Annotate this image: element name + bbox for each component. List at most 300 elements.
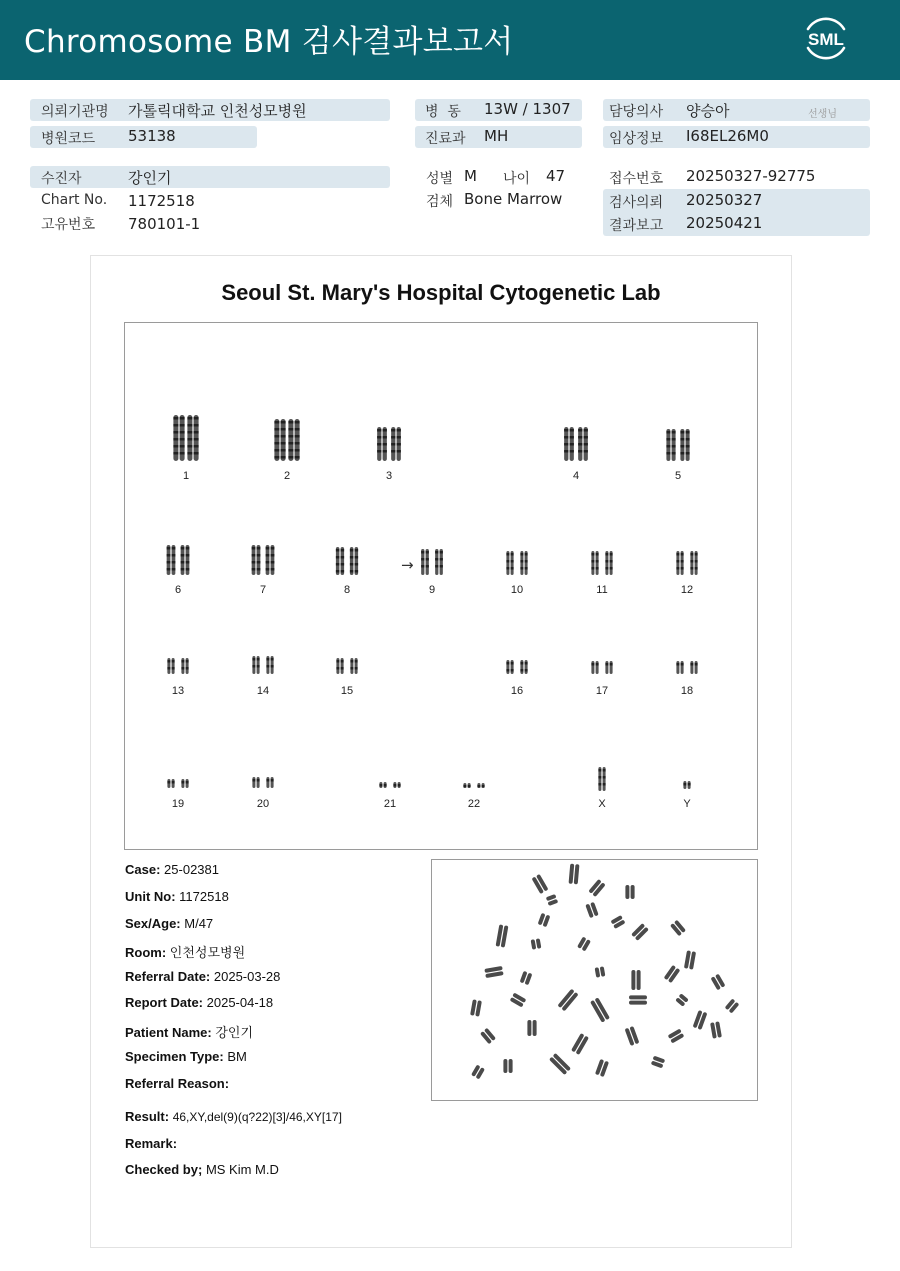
chromosome-band	[167, 568, 171, 571]
clinical-info-label: 임상정보	[609, 131, 664, 147]
chromosome-band	[167, 660, 170, 663]
metaphase-chromosome	[538, 913, 551, 927]
chromosome-band	[391, 436, 395, 439]
chromosome-band	[355, 549, 359, 552]
chromosome-band	[257, 665, 260, 668]
chromosome-band	[603, 776, 606, 779]
chromosome-band	[676, 560, 679, 563]
chromosome-band	[391, 443, 395, 446]
chromosome-band	[690, 553, 693, 556]
metaphase-chromosome	[531, 938, 542, 949]
patient-name-field-value: 강인기	[215, 1025, 254, 1040]
chromosome-band	[274, 456, 279, 459]
chromosome-band	[695, 560, 698, 563]
chromosome-band	[266, 561, 270, 564]
chromosome-label-21: 21	[383, 798, 397, 810]
chromatid	[681, 661, 684, 674]
chromatid	[288, 419, 293, 461]
chromosome-band	[172, 667, 175, 670]
chromosome-band	[281, 456, 286, 459]
chromosome-band	[690, 663, 693, 666]
referral-date-value: 2025-03-28	[213, 969, 281, 984]
chromosome-band	[564, 436, 568, 439]
chromosome-band	[398, 784, 401, 787]
chromosome-band	[610, 553, 613, 556]
metaphase-chromosome	[569, 864, 580, 885]
metaphase-chromosome	[471, 1065, 485, 1080]
chromosome-band	[605, 553, 608, 556]
chromosome-band	[350, 556, 354, 559]
chromosome-band	[520, 560, 523, 563]
chromosome-band	[181, 667, 184, 670]
chromosome-label-1: 1	[182, 470, 190, 482]
chromosome-band	[274, 435, 279, 438]
chromosome-band	[336, 556, 340, 559]
chromatid	[690, 661, 693, 674]
chromosome-label-X: X	[598, 798, 606, 810]
unique-no-value: 780101-1	[128, 215, 201, 233]
chromosome-band	[525, 553, 528, 556]
chromosome-band	[252, 554, 256, 557]
request-date-label: 검사의뢰	[609, 195, 664, 211]
chromosome-label-6: 6	[174, 584, 182, 596]
chromosome-band	[281, 435, 286, 438]
chromosome-band	[288, 435, 293, 438]
chromosome-band	[377, 443, 381, 446]
chromosome-band	[391, 450, 395, 453]
chromosome-band	[336, 563, 340, 566]
chromosome-band	[681, 553, 684, 556]
report-title: Seoul St. Mary's Hospital Cytogenetic Lab	[221, 280, 661, 305]
chromosome-band	[295, 421, 300, 424]
chromatid	[281, 419, 286, 461]
chromosome-band	[525, 669, 528, 672]
chromosome-band	[180, 438, 185, 441]
chromosome-band	[295, 456, 300, 459]
chromosome-pair-22	[463, 783, 484, 788]
chromosome-label-5: 5	[674, 470, 682, 482]
chromosome-band	[252, 547, 256, 550]
chromosome-band	[173, 445, 178, 448]
chromosome-band	[440, 551, 443, 554]
chromosome-band	[355, 570, 359, 573]
chromosome-band	[186, 568, 190, 571]
referral-reason-field: Referral Reason:	[125, 1076, 230, 1091]
chromosome-band	[186, 547, 190, 550]
case-field: Case: 25-02381	[125, 862, 219, 877]
chromosome-band	[341, 660, 344, 663]
chromosome-band	[564, 429, 568, 432]
chromosome-band	[187, 417, 192, 420]
patient-name-label: 수진자	[41, 171, 82, 187]
chromosome-band	[440, 558, 443, 561]
chromosome-band	[173, 431, 178, 434]
chromosome-band	[172, 781, 175, 784]
chromosome-label-2: 2	[283, 470, 291, 482]
chromosome-band	[266, 658, 269, 661]
chromosome-pair-20	[252, 777, 273, 788]
chromosome-band	[271, 561, 275, 564]
metaphase-chromosome	[546, 894, 559, 906]
chromosome-band	[520, 553, 523, 556]
chromosome-band	[564, 443, 568, 446]
chromosome-band	[266, 547, 270, 550]
chromosome-band	[391, 429, 395, 432]
chromosome-band	[506, 669, 509, 672]
chromosome-band	[426, 551, 429, 554]
sml-logo	[798, 12, 854, 64]
metaphase-chromosome	[693, 1010, 708, 1030]
chromosome-band	[172, 554, 176, 557]
case-value: 25-02381	[164, 862, 219, 877]
chromosome-band	[180, 431, 185, 434]
sex-value: M	[464, 167, 477, 185]
chromosome-band	[596, 567, 599, 570]
chromatid	[695, 661, 698, 674]
chromosome-band	[672, 445, 676, 448]
chromosome-band	[187, 445, 192, 448]
chromosome-band	[336, 660, 339, 663]
referral-date-field: Referral Date: 2025-03-28	[125, 969, 281, 984]
chromosome-band	[578, 436, 582, 439]
chromosome-band	[511, 553, 514, 556]
chromosome-pair-9	[421, 549, 443, 575]
metaphase-chromosome	[631, 923, 649, 941]
patient-name-value: 강인기	[128, 169, 172, 187]
karyogram-panel	[124, 322, 758, 850]
chromatid	[676, 661, 679, 674]
chromosome-band	[511, 669, 514, 672]
chromosome-pair-Y	[683, 781, 690, 789]
chromosome-band	[584, 429, 588, 432]
chromosome-pair-3	[377, 427, 401, 461]
chromosome-band	[274, 449, 279, 452]
chromosome-band	[506, 662, 509, 665]
chromosome-band	[187, 438, 192, 441]
chromosome-label-18: 18	[680, 685, 694, 697]
chromosome-band	[506, 567, 509, 570]
chromosome-band	[421, 558, 424, 561]
result-value: 46,XY,del(9)(q?22)[3]/46,XY[17]	[172, 1110, 342, 1124]
metaphase-chromosome	[725, 998, 740, 1013]
chromosome-label-Y: Y	[683, 798, 691, 810]
chromatid	[596, 661, 599, 674]
header-bar	[0, 0, 900, 80]
chromosome-band	[181, 568, 185, 571]
chart-no-value: 1172518	[128, 192, 195, 210]
chromosome-band	[186, 554, 190, 557]
chromosome-band	[377, 450, 381, 453]
chromosome-band	[672, 431, 676, 434]
chromosome-band	[252, 658, 255, 661]
metaphase-chromosome	[668, 1029, 685, 1044]
chromosome-band	[167, 547, 171, 550]
chromosome-band	[181, 781, 184, 784]
chromosome-band	[341, 667, 344, 670]
chromosome-band	[336, 570, 340, 573]
chromosome-band	[506, 560, 509, 563]
chromosome-band	[350, 549, 354, 552]
chromosome-band	[511, 560, 514, 563]
chromosome-band	[167, 667, 170, 670]
metaphase-chromosome	[480, 1028, 496, 1045]
doctor-label: 담당의사	[609, 104, 664, 120]
chromosome-band	[570, 450, 574, 453]
chromosome-band	[181, 554, 185, 557]
patient-name-field: Patient Name: 강인기	[125, 1025, 254, 1040]
metaphase-chromosome	[670, 920, 686, 937]
metaphase-chromosome	[520, 971, 533, 985]
metaphase-chromosome	[664, 965, 681, 983]
chromosome-band	[506, 553, 509, 556]
chromosome-band	[350, 570, 354, 573]
result-field: Result: 46,XY,del(9)(q?22)[3]/46,XY[17]	[125, 1109, 342, 1124]
chromosome-pair-21	[379, 782, 400, 788]
metaphase-image	[432, 860, 757, 1100]
report-date-label: 결과보고	[609, 218, 664, 234]
chromosome-band	[194, 438, 199, 441]
chromosome-band	[173, 424, 178, 427]
chromosome-band	[421, 565, 424, 568]
chromosome-band	[680, 452, 684, 455]
chromosome-band	[288, 421, 293, 424]
metaphase-chromosome	[484, 966, 503, 978]
chromosome-label-19: 19	[171, 798, 185, 810]
chromosome-band	[186, 561, 190, 564]
chromosome-band	[266, 779, 269, 782]
chromosome-band	[288, 428, 293, 431]
svg-text:SML: SML	[808, 30, 844, 49]
chromosome-band	[695, 553, 698, 556]
chromosome-label-8: 8	[343, 584, 351, 596]
unique-no-label: 고유번호	[41, 217, 96, 233]
chromosome-band	[186, 781, 189, 784]
chromosome-band	[355, 660, 358, 663]
chromosome-band	[295, 435, 300, 438]
chromosome-band	[257, 554, 261, 557]
chromosome-band	[393, 784, 396, 787]
report-date-value: 20250421	[686, 214, 763, 232]
chromosome-label-15: 15	[340, 685, 354, 697]
chromosome-band	[603, 783, 606, 786]
room-value: 인천성모병원	[169, 945, 246, 960]
metaphase-chromosome	[684, 950, 696, 969]
chromosome-band	[686, 452, 690, 455]
chromosome-band	[252, 779, 255, 782]
chromosome-band	[584, 436, 588, 439]
chromosome-band	[379, 784, 382, 787]
chromosome-band	[584, 450, 588, 453]
chromosome-band	[295, 442, 300, 445]
chromosome-band	[397, 443, 401, 446]
remark-field: Remark:	[125, 1136, 178, 1151]
referral-hospital-label: 의뢰기관명	[41, 104, 109, 120]
chromosome-pair-11	[591, 551, 612, 575]
chromosome-pair-7	[252, 545, 275, 575]
chromosome-band	[350, 660, 353, 663]
chromosome-band	[383, 429, 387, 432]
chromosome-band	[578, 429, 582, 432]
metaphase-chromosome	[527, 1020, 536, 1036]
metaphase-panel	[431, 859, 758, 1101]
chromosome-band	[525, 567, 528, 570]
chromosome-band	[355, 667, 358, 670]
chromosome-band	[194, 445, 199, 448]
specimen-type-value: BM	[227, 1049, 247, 1064]
metaphase-chromosome	[470, 999, 482, 1016]
chromosome-band	[181, 660, 184, 663]
metaphase-chromosome	[611, 915, 626, 929]
chromosome-band	[605, 567, 608, 570]
chromosome-band	[520, 669, 523, 672]
sex-age-value: M/47	[184, 916, 214, 931]
chromosome-band	[603, 769, 606, 772]
chromosome-band	[680, 431, 684, 434]
sex-label: 성별	[426, 171, 454, 187]
doctor-value: 양승아	[686, 102, 730, 120]
chart-no-label: Chart No.	[41, 192, 108, 208]
chromosome-band	[591, 553, 594, 556]
chromatid	[591, 661, 594, 674]
chromosome-band	[695, 567, 698, 570]
chromosome-label-14: 14	[256, 685, 270, 697]
chromosome-band	[686, 445, 690, 448]
chromosome-band	[271, 779, 274, 782]
metaphase-chromosome	[651, 1056, 665, 1069]
chromosome-band	[384, 784, 387, 787]
chromosome-band	[186, 667, 189, 670]
chromosome-band	[266, 554, 270, 557]
metaphase-chromosome	[571, 1033, 589, 1055]
chromosome-band	[181, 547, 185, 550]
report-date-value: 2025-04-18	[206, 995, 274, 1010]
chromosome-band	[477, 785, 480, 788]
chromosome-band	[688, 783, 691, 786]
chromosome-band	[435, 565, 438, 568]
chromosome-band	[173, 417, 178, 420]
chromosome-band	[598, 769, 601, 772]
chromosome-band	[295, 449, 300, 452]
chromosome-label-9: 9	[428, 584, 436, 596]
chromosome-band	[377, 429, 381, 432]
chromosome-band	[172, 547, 176, 550]
receipt-no-value: 20250327-92775	[686, 167, 816, 185]
chromosome-band	[683, 783, 686, 786]
chromosome-band	[341, 549, 345, 552]
sex-age-field: Sex/Age: M/47	[125, 916, 214, 931]
chromosome-band	[680, 445, 684, 448]
karyogram-image	[125, 323, 757, 849]
chromosome-label-4: 4	[572, 470, 580, 482]
metaphase-chromosome	[557, 989, 578, 1012]
department-value: MH	[484, 127, 509, 145]
chromosome-band	[187, 452, 192, 455]
ward-value: 13W / 1307	[484, 100, 571, 118]
chromosome-label-11: 11	[596, 584, 608, 596]
chromosome-band	[194, 424, 199, 427]
chromosome-band	[173, 452, 178, 455]
metaphase-chromosome	[577, 937, 591, 952]
chromosome-band	[397, 450, 401, 453]
chromosome-band	[695, 663, 698, 666]
chromosome-band	[274, 442, 279, 445]
chromosome-pair-6	[167, 545, 190, 575]
chromosome-label-20: 20	[256, 798, 270, 810]
metaphase-chromosome	[710, 1021, 722, 1038]
chromosome-band	[596, 553, 599, 556]
chromosome-band	[690, 567, 693, 570]
chromosome-band	[194, 417, 199, 420]
chromosome-band	[257, 658, 260, 661]
chromosome-band	[266, 568, 270, 571]
chromosome-band	[341, 556, 345, 559]
chromosome-band	[288, 442, 293, 445]
chromosome-pair-5	[666, 429, 689, 461]
chromosome-band	[596, 560, 599, 563]
chromosome-band	[681, 560, 684, 563]
checked-by-field: Checked by; MS Kim M.D	[125, 1162, 279, 1177]
metaphase-chromosome	[595, 966, 606, 977]
chromosome-pair-17	[591, 661, 612, 674]
chromosome-band	[194, 431, 199, 434]
chromosome-band	[167, 561, 171, 564]
chromosome-pair-10	[506, 551, 527, 575]
chromosome-band	[281, 442, 286, 445]
chromosome-band	[591, 560, 594, 563]
metaphase-chromosome	[549, 1053, 571, 1075]
report-date-field: Report Date: 2025-04-18	[125, 995, 274, 1010]
chromosome-band	[167, 554, 171, 557]
chromosome-band	[435, 558, 438, 561]
chromosome-pair-16	[506, 660, 527, 674]
department-label: 진료과	[425, 131, 466, 147]
chromosome-band	[610, 560, 613, 563]
page-title: Chromosome BM 검사결과보고서	[24, 24, 514, 60]
chromosome-band	[672, 452, 676, 455]
chromosome-band	[172, 660, 175, 663]
chromosome-band	[181, 561, 185, 564]
chromosome-band	[336, 549, 340, 552]
chromosome-pair-18	[676, 661, 697, 674]
metaphase-chromosome	[496, 924, 509, 947]
unit-no-value: 1172518	[179, 889, 229, 904]
chromosome-band	[591, 567, 594, 570]
chromosome-band	[180, 452, 185, 455]
chromosome-band	[194, 452, 199, 455]
chromosome-pair-15	[336, 658, 357, 674]
chromatid	[605, 661, 608, 674]
metaphase-chromosome	[711, 974, 726, 991]
chromosome-band	[435, 551, 438, 554]
chromosome-band	[676, 567, 679, 570]
chromosome-band	[257, 561, 261, 564]
room-field: Room: 인천성모병원	[125, 945, 246, 960]
chromosome-band	[187, 431, 192, 434]
chromosome-band	[666, 452, 670, 455]
chromosome-band	[605, 560, 608, 563]
ward-label: 병 동	[425, 104, 461, 120]
chromosome-band	[570, 436, 574, 439]
chromosome-band	[511, 662, 514, 665]
field-bg-patient	[30, 166, 390, 188]
chromosome-label-16: 16	[510, 685, 524, 697]
chromosome-band	[341, 563, 345, 566]
metaphase-chromosome	[510, 993, 527, 1008]
chromosome-label-22: 22	[467, 798, 481, 810]
chromosome-band	[596, 663, 599, 666]
chromosome-band	[578, 450, 582, 453]
chromosome-band	[271, 554, 275, 557]
